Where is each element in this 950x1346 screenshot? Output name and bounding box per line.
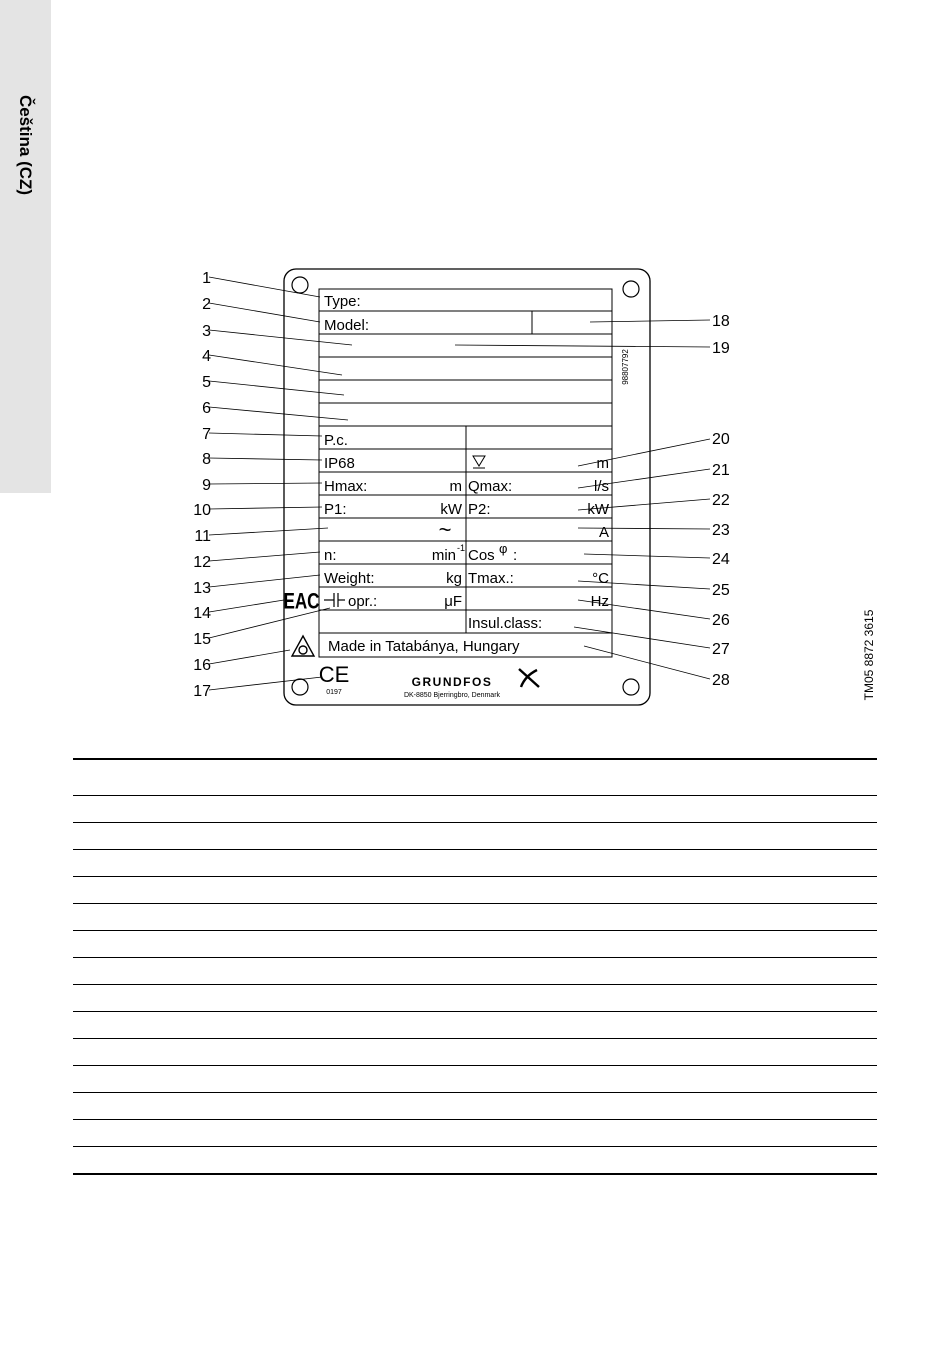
field-p2-unit: kW xyxy=(587,501,609,518)
field-hmax-label: Hmax: xyxy=(324,478,368,495)
rcm-mark-icon xyxy=(292,636,314,656)
field-pc-label: P.c. xyxy=(324,432,348,449)
figure-code: TM05 8872 3615 xyxy=(862,609,876,701)
callout-number: 13 xyxy=(193,580,211,597)
callout-number: 23 xyxy=(712,522,730,539)
callout-number: 8 xyxy=(202,451,211,468)
brand-address: DK-8850 Bjerringbro, Denmark xyxy=(403,692,501,699)
field-insulation-label: Insul.class: xyxy=(468,615,543,632)
made-in-label: Made in Tatabánya, Hungary xyxy=(328,638,520,655)
field-ip-label: IP68 xyxy=(324,455,355,472)
callout-number: 27 xyxy=(712,641,730,658)
table-row xyxy=(73,1120,877,1147)
table-row xyxy=(73,850,877,877)
field-p1-label: P1: xyxy=(324,501,347,518)
table-row xyxy=(73,985,877,1012)
callout-number: 26 xyxy=(712,612,730,629)
callout-number: 6 xyxy=(202,400,211,417)
table-row xyxy=(73,1039,877,1066)
field-p2-label: P2: xyxy=(468,501,491,518)
table-row xyxy=(73,931,877,958)
field-p1-unit: kW xyxy=(440,501,462,518)
brand-logo: GRUNDFOS xyxy=(411,675,493,689)
callout-number: 11 xyxy=(194,528,211,545)
field-capacitor-label: opr.: xyxy=(348,593,378,610)
mounting-hole-icon xyxy=(623,679,639,695)
mounting-hole-icon xyxy=(292,277,308,293)
field-type-label: Type: xyxy=(324,293,361,310)
callout-number: 22 xyxy=(712,492,730,509)
callout-number: 1 xyxy=(202,270,211,287)
callout-number: 7 xyxy=(202,426,211,443)
field-model-label: Model: xyxy=(324,317,370,334)
table-row xyxy=(73,877,877,904)
mounting-hole-icon xyxy=(292,679,308,695)
callout-number: 20 xyxy=(712,431,730,448)
ac-symbol: ~ xyxy=(438,517,452,542)
mounting-hole-icon xyxy=(623,281,639,297)
capacitor-icon xyxy=(324,593,345,607)
field-phi-symbol: φ xyxy=(499,541,508,556)
callout-number: 16 xyxy=(193,657,211,674)
table-row xyxy=(73,958,877,985)
key-table xyxy=(73,758,877,1175)
field-current-unit: A xyxy=(598,524,609,541)
field-speed-exponent: -1 xyxy=(457,543,466,553)
callout-number: 5 xyxy=(202,374,211,391)
callout-number: 10 xyxy=(193,502,211,519)
field-hmax-unit: m xyxy=(449,478,462,495)
callout-number: 12 xyxy=(193,554,211,571)
callout-number: 3 xyxy=(202,323,211,340)
callout-number: 24 xyxy=(712,551,730,568)
table-row xyxy=(73,1066,877,1093)
field-capacitor-unit: μF xyxy=(444,593,462,610)
field-qmax-label: Qmax: xyxy=(468,478,513,495)
plate-side-code: 98807792 xyxy=(621,349,630,385)
callout-number: 25 xyxy=(712,582,730,599)
ce-number: 0197 xyxy=(326,689,342,696)
callout-number: 14 xyxy=(193,605,211,622)
callout-number: 28 xyxy=(712,672,730,689)
ce-mark: CE xyxy=(318,662,350,687)
field-speed-unit: min xyxy=(431,547,456,564)
table-row xyxy=(73,796,877,823)
callout-number: 2 xyxy=(202,296,211,313)
field-speed-label: n: xyxy=(324,547,337,564)
field-cos-label: Cos xyxy=(468,547,495,564)
brand-x-icon xyxy=(519,669,539,687)
callout-number: 21 xyxy=(712,462,730,479)
callout-number: 19 xyxy=(712,340,730,357)
eac-mark: EAC xyxy=(283,589,320,614)
callout-number: 9 xyxy=(202,477,211,494)
language-label: Čeština (CZ) xyxy=(16,94,35,196)
callout-number: 15 xyxy=(193,631,211,648)
table-row xyxy=(73,1147,877,1175)
table-row xyxy=(73,1093,877,1120)
field-frequency-unit: Hz xyxy=(590,593,609,610)
table-row xyxy=(73,823,877,850)
table-row xyxy=(73,758,877,796)
level-triangle-icon xyxy=(473,456,485,468)
field-weight-label: Weight: xyxy=(324,570,375,587)
callout-number: 17 xyxy=(193,683,211,700)
field-depth-unit: m xyxy=(596,455,609,472)
field-cos-colon: : xyxy=(513,547,518,564)
table-row xyxy=(73,904,877,931)
callout-number: 18 xyxy=(712,313,730,330)
field-tmax-label: Tmax.: xyxy=(468,570,514,587)
table-row xyxy=(73,1012,877,1039)
callout-number: 4 xyxy=(202,348,211,365)
field-weight-unit: kg xyxy=(446,570,462,587)
field-qmax-unit: l/s xyxy=(594,478,609,495)
field-tmax-unit: °C xyxy=(592,570,609,587)
